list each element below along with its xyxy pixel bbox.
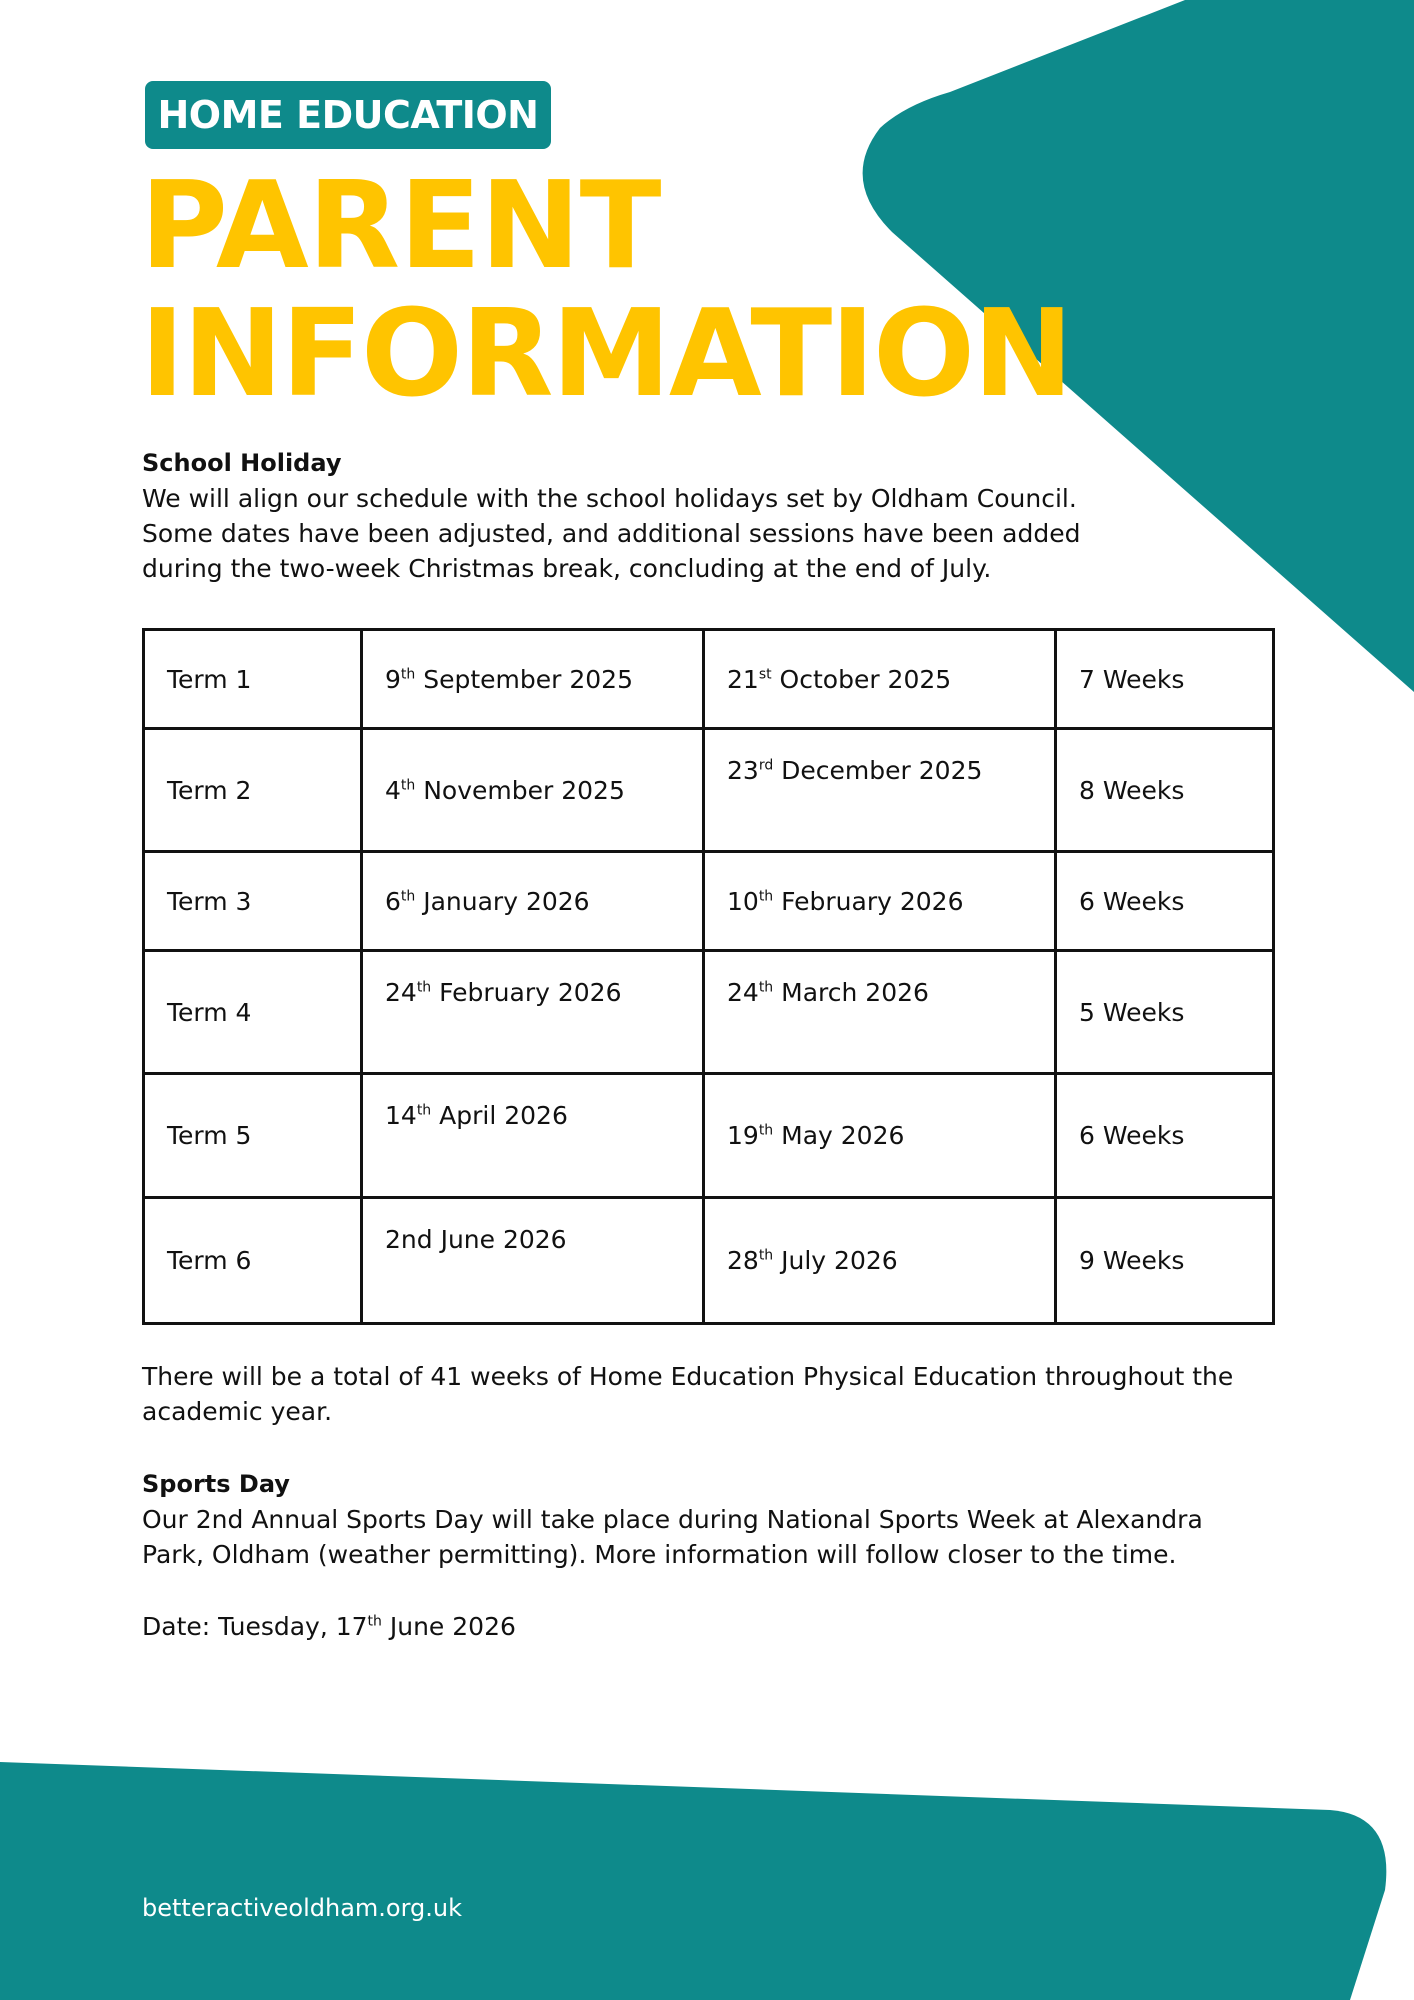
weeks-cell: 6 Weeks: [1056, 1074, 1274, 1198]
term-cell: Term 2: [144, 729, 362, 852]
table-row: [144, 951, 1274, 1074]
weeks-cell: 5 Weeks: [1056, 951, 1274, 1074]
table-row: [144, 1198, 1274, 1324]
start-date-cell: 6th January 2026: [362, 852, 704, 951]
end-date-cell: 24th March 2026: [704, 951, 1056, 1074]
sports-day-line: Park, Oldham (weather permitting). More information will follow closer to the time.: [142, 1540, 1177, 1569]
term-cell: Term 1: [144, 630, 362, 729]
school-holiday-paragraph: [142, 481, 1080, 586]
term-cell: Term 5: [144, 1074, 362, 1198]
weeks-cell: 8 Weeks: [1056, 729, 1274, 852]
school-holiday-line: during the two-week Christmas break, concluding at the end of July.: [142, 554, 992, 583]
footer-website-link[interactable]: betteractiveoldham.org.uk: [142, 1894, 463, 1922]
title-information: INFORMATION: [140, 285, 1072, 424]
term-dates-table: [142, 628, 1275, 1325]
end-date-cell: 23rd December 2025: [704, 729, 1056, 852]
table-row: [144, 852, 1274, 951]
weeks-cell: 9 Weeks: [1056, 1198, 1274, 1324]
end-date-cell: 21st October 2025: [704, 630, 1056, 729]
sports-day-paragraph: [142, 1502, 1203, 1572]
end-date-cell: 19th May 2026: [704, 1074, 1056, 1198]
school-holiday-line: We will align our schedule with the school holidays set by Oldham Council.: [142, 484, 1077, 513]
start-date-cell: 14th April 2026: [362, 1074, 704, 1198]
table-row: [144, 729, 1274, 852]
school-holiday-heading: School Holiday: [142, 449, 342, 477]
total-weeks-line: academic year.: [142, 1397, 333, 1426]
start-date-cell: 9th September 2025: [362, 630, 704, 729]
title-parent: PARENT: [140, 157, 661, 296]
end-date-cell: 28th July 2026: [704, 1198, 1056, 1324]
total-weeks-paragraph: [142, 1359, 1233, 1429]
term-cell: Term 4: [144, 951, 362, 1074]
school-holiday-line: Some dates have been adjusted, and additional sessions have been added: [142, 519, 1081, 548]
start-date-cell: 24th February 2026: [362, 951, 704, 1074]
sports-day-date: Date: Tuesday, 17th June 2026: [142, 1612, 516, 1641]
end-date-cell: 10th February 2026: [704, 852, 1056, 951]
home-education-badge: HOME EDUCATION: [145, 81, 551, 149]
term-cell: Term 3: [144, 852, 362, 951]
start-date-cell: 2nd June 2026: [362, 1198, 704, 1324]
weeks-cell: 6 Weeks: [1056, 852, 1274, 951]
weeks-cell: 7 Weeks: [1056, 630, 1274, 729]
term-cell: Term 6: [144, 1198, 362, 1324]
sports-day-line: Our 2nd Annual Sports Day will take place during National Sports Week at Alexandra: [142, 1505, 1203, 1534]
total-weeks-line: There will be a total of 41 weeks of Home Education Physical Education throughout the: [142, 1362, 1234, 1391]
table-row: [144, 630, 1274, 729]
table-row: [144, 1074, 1274, 1198]
sports-day-heading: Sports Day: [142, 1470, 290, 1498]
start-date-cell: 4th November 2025: [362, 729, 704, 852]
